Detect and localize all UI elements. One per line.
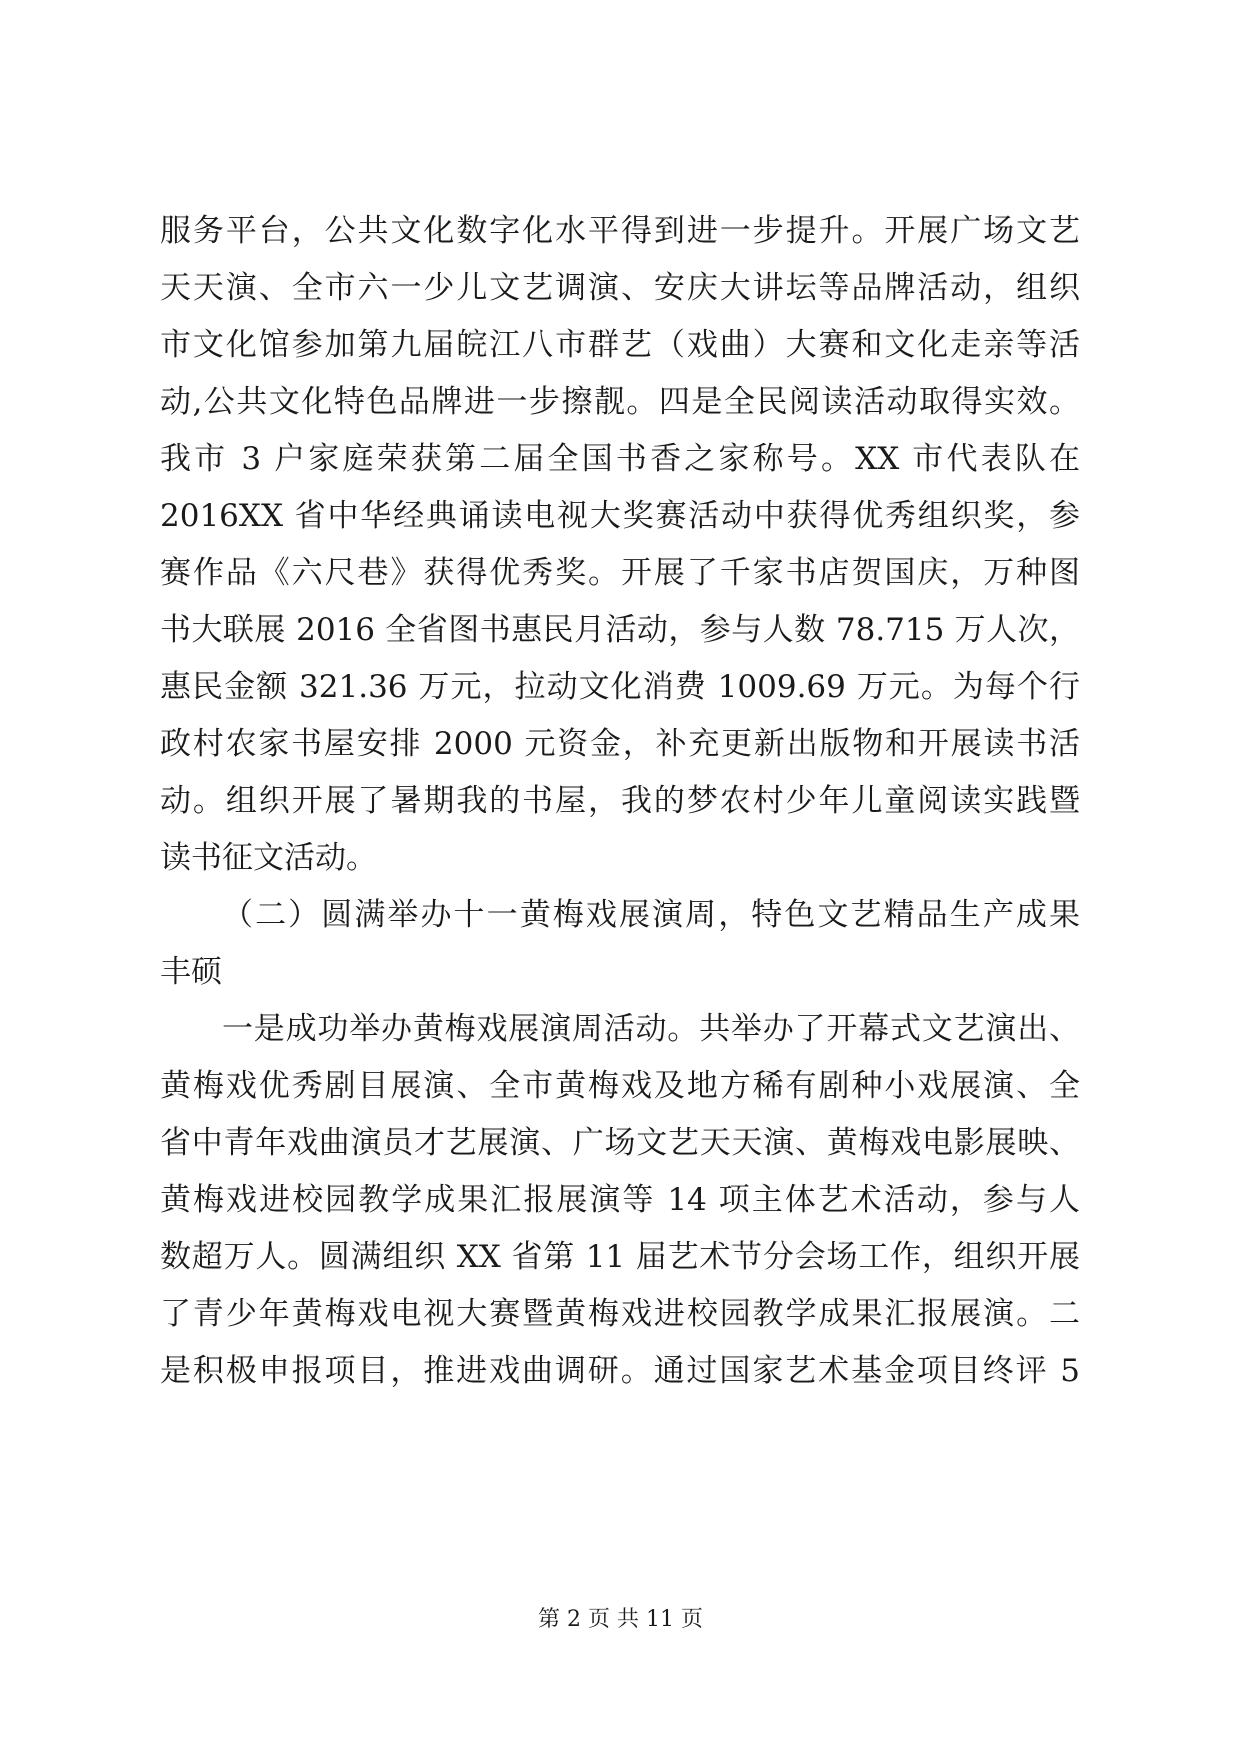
text-line: 天天演、全市六一少儿文艺调演、安庆大讲坛等品牌活动，组织 (160, 270, 1080, 306)
text-line: 黄梅戏优秀剧目展演、全市黄梅戏及地方稀有剧种小戏展演、全 (160, 1068, 1080, 1104)
text-line: 服务平台，公共文化数字化水平得到进一步提升。开展广场文艺 (160, 213, 1080, 249)
section-heading-continued: 丰硕 (160, 954, 222, 990)
text-line: 省中青年戏曲演员才艺展演、广场文艺天天演、黄梅戏电影展映、 (160, 1125, 1080, 1161)
section-heading: （二）圆满举办十一黄梅戏展演周，特色文艺精品生产成果 (222, 897, 1080, 933)
page-number-footer: 第 2 页 共 11 页 (538, 1607, 703, 1632)
text-line: 市文化馆参加第九届皖江八市群艺（戏曲）大赛和文化走亲等活 (160, 327, 1080, 363)
text-line: 黄梅戏进校园教学成果汇报展演等 14 项主体艺术活动，参与人 (160, 1182, 1080, 1218)
text-line: 政村农家书屋安排 2000 元资金，补充更新出版物和开展读书活 (160, 726, 1080, 762)
text-line: 动,公共文化特色品牌进一步擦靓。四是全民阅读活动取得实效。 (160, 384, 1080, 420)
text-line: 是积极申报项目，推进戏曲调研。通过国家艺术基金项目终评 5 (160, 1353, 1080, 1389)
text-line: 数超万人。圆满组织 XX 省第 11 届艺术节分会场工作，组织开展 (160, 1239, 1080, 1275)
text-line: 惠民金额 321.36 万元，拉动文化消费 1009.69 万元。为每个行 (160, 669, 1080, 705)
text-line: 读书征文活动。 (160, 840, 377, 876)
text-line: 一是成功举办黄梅戏展演周活动。共举办了开幕式文艺演出、 (222, 1011, 1080, 1047)
text-line: 我市 3 户家庭荣获第二届全国书香之家称号。XX 市代表队在 (160, 441, 1080, 477)
text-line: 赛作品《六尺巷》获得优秀奖。开展了千家书店贺国庆，万种图 (160, 555, 1080, 591)
text-line: 2016XX 省中华经典诵读电视大奖赛活动中获得优秀组织奖，参 (160, 498, 1080, 534)
text-line: 了青少年黄梅戏电视大赛暨黄梅戏进校园教学成果汇报展演。二 (160, 1296, 1080, 1332)
text-line: 书大联展 2016 全省图书惠民月活动，参与人数 78.715 万人次， (160, 612, 1080, 648)
text-line: 动。组织开展了暑期我的书屋，我的梦农村少年儿童阅读实践暨 (160, 783, 1080, 819)
